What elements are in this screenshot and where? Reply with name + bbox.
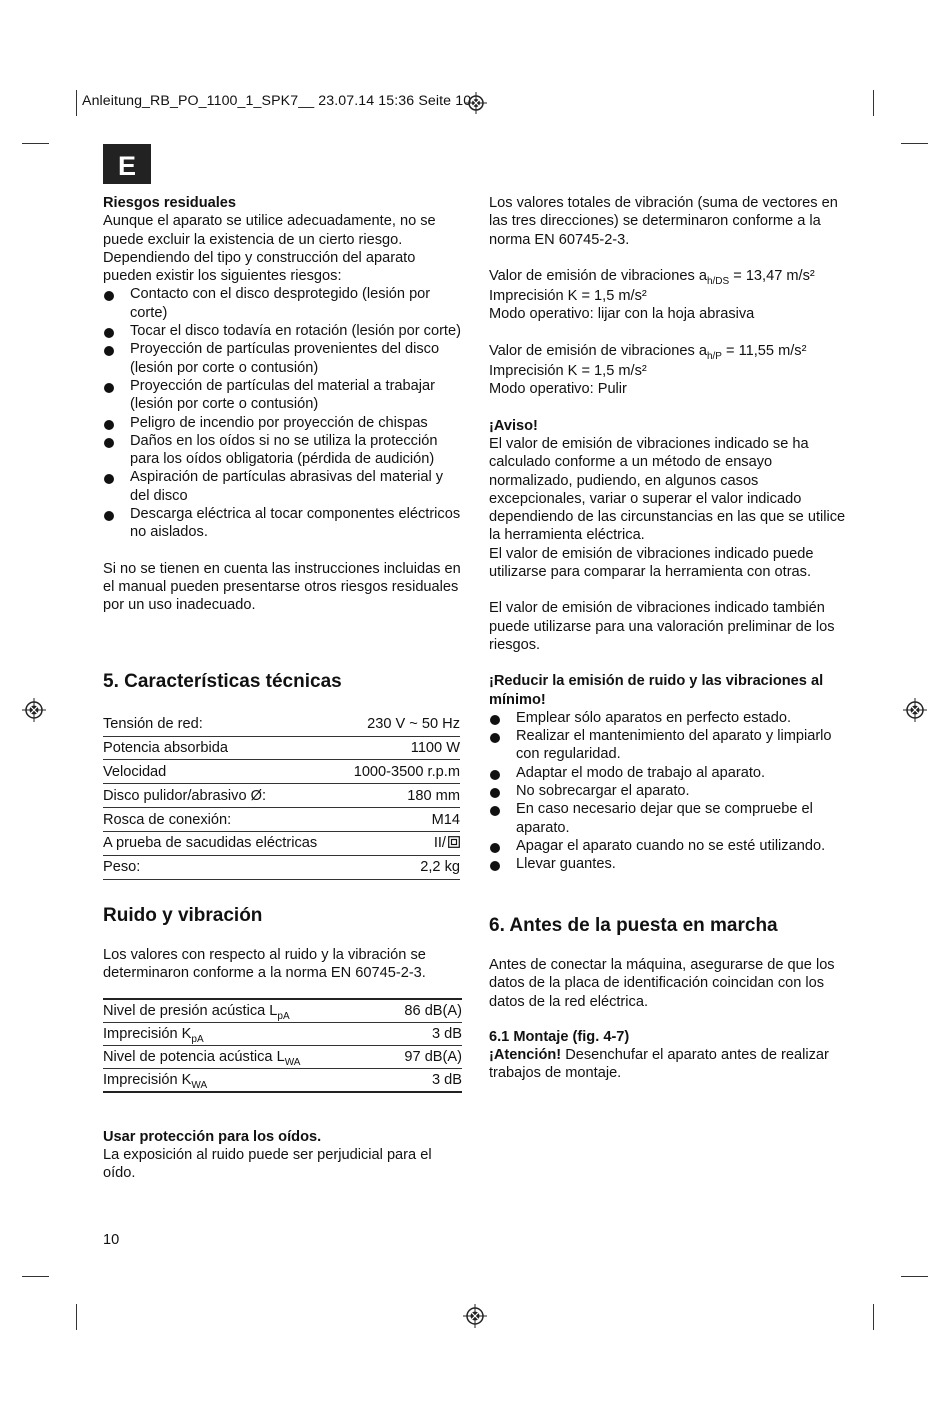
list-item: Adaptar el modo de trabajo al aparato. bbox=[489, 764, 849, 782]
crop-mark bbox=[901, 143, 928, 144]
vib1-pre: Valor de emisión de vibraciones a bbox=[489, 267, 707, 284]
crop-mark bbox=[22, 1276, 49, 1277]
noise-label bbox=[103, 1069, 207, 1091]
table-row bbox=[103, 810, 460, 833]
mounting-title: 6.1 Montaje (fig. 4-7) bbox=[489, 1029, 630, 1045]
noise-label-text: Nivel de potencia acústica L bbox=[103, 1049, 285, 1065]
vib2-pre: Valor de emisión de vibraciones a bbox=[489, 342, 707, 359]
page-number: 10 bbox=[103, 1232, 120, 1248]
vib2-sub: h/P bbox=[706, 350, 722, 362]
table-row bbox=[103, 1000, 462, 1023]
table-row bbox=[103, 833, 460, 856]
noise-value: 86 dB(A) bbox=[404, 1003, 462, 1019]
vib1-sub: h/DS bbox=[706, 275, 730, 287]
table-row bbox=[103, 762, 460, 785]
table-row bbox=[103, 1023, 462, 1046]
noise-label-sub: WA bbox=[191, 1079, 208, 1091]
language-tab: E bbox=[103, 144, 151, 184]
spec-label: Peso: bbox=[103, 859, 141, 876]
list-item: No sobrecargar el aparato. bbox=[489, 782, 849, 800]
noise-label-text: Imprecisión K bbox=[103, 1026, 192, 1042]
residual-risks-intro: Aunque el aparato se utilice adecuadamente, no se puede excluir la existencia de un cierto riesgo. Dependiendo del tipo y construcción del aparato pueden existir los siguientes riesgos: bbox=[103, 213, 436, 285]
left-column bbox=[103, 194, 463, 615]
spec-label: Tensión de red: bbox=[103, 716, 203, 732]
noise-label-sub: pA bbox=[191, 1033, 204, 1045]
list-item: Proyección de partículas del material a trabajar (lesión por corte o contusión) bbox=[103, 377, 463, 414]
list-item: Proyección de partículas provenientes del disco (lesión por corte o contusión) bbox=[103, 340, 463, 377]
noise-intro: Los valores con respecto al ruido y la vibración se determinaron conforme a la norma EN 60745-2-3. bbox=[103, 947, 426, 982]
vibration-value-1 bbox=[489, 267, 849, 285]
noise-heading: Ruido y vibración bbox=[103, 905, 263, 926]
vibration-value-2 bbox=[489, 342, 849, 360]
tech-specs-table bbox=[103, 714, 460, 881]
residual-risks-outro: Si no se tienen en cuenta las instrucciones incluidas en el manual pueden presentarse otros riesgos residuales por un uso inadecuado. bbox=[103, 560, 461, 614]
table-row bbox=[103, 1069, 462, 1093]
list-item: Tocar el disco todavía en rotación (lesión por corte) bbox=[103, 322, 463, 340]
vibration-k-2: Imprecisión K = 1,5 m/s² bbox=[489, 363, 647, 380]
table-row bbox=[103, 786, 460, 809]
vibration-mode-1: Modo operativo: lijar con la hoja abrasiva bbox=[489, 306, 755, 323]
spec-label: A prueba de sacudidas eléctricas bbox=[103, 835, 318, 852]
list-item: Apagar el aparato cuando no se esté utilizando. bbox=[489, 837, 849, 855]
vibration-intro: Los valores totales de vibración (suma de vectores en las tres direcciones) se determinaron conforme a la norma EN 60745-2-3. bbox=[489, 195, 838, 248]
residual-risks-title: Riesgos residuales bbox=[103, 195, 237, 211]
hearing-text: La exposición al ruido puede ser perjudicial para el oído. bbox=[103, 1147, 432, 1182]
registration-mark-icon bbox=[465, 92, 487, 114]
mounting-attention: ¡Atención! bbox=[489, 1047, 562, 1063]
before-start-heading: 6. Antes de la puesta en marcha bbox=[489, 915, 778, 936]
spec-value: 180 mm bbox=[407, 787, 460, 804]
list-item: Daños en los oídos si no se utiliza la protección para los oídos obligatoria (pérdida de audición) bbox=[103, 432, 463, 469]
registration-mark-icon bbox=[903, 698, 927, 722]
crop-mark bbox=[22, 143, 49, 144]
before-start-text: Antes de conectar la máquina, asegurarse de que los datos de la placa de identificación coincidan con los datos de la red eléctrica. bbox=[489, 957, 835, 1010]
spec-label: Velocidad bbox=[103, 763, 167, 780]
noise-table bbox=[103, 998, 462, 1093]
crop-mark bbox=[873, 90, 874, 116]
list-item: Realizar el mantenimiento del aparato y limpiarlo con regularidad. bbox=[489, 727, 849, 764]
list-item: En caso necesario dejar que se compruebe el aparato. bbox=[489, 800, 849, 837]
double-insulation-icon bbox=[448, 836, 460, 848]
vib2-post: = 11,55 m/s² bbox=[721, 342, 807, 359]
noise-value: 97 dB(A) bbox=[404, 1049, 462, 1065]
right-column bbox=[489, 194, 849, 874]
warning-title: ¡Aviso! bbox=[489, 417, 538, 434]
noise-value: 3 dB bbox=[431, 1072, 462, 1088]
spec-value: 2,2 kg bbox=[420, 859, 460, 876]
spec-label: Disco pulidor/abrasivo Ø: bbox=[103, 787, 267, 804]
list-item: Aspiración de partículas abrasivas del material y del disco bbox=[103, 468, 463, 505]
crop-mark bbox=[76, 90, 77, 116]
crop-mark bbox=[873, 1304, 874, 1330]
mounting-text bbox=[489, 1046, 849, 1083]
crop-mark bbox=[901, 1276, 928, 1277]
noise-label-sub: pA bbox=[277, 1010, 290, 1022]
noise-label-text: Imprecisión K bbox=[103, 1072, 192, 1088]
residual-risks-list bbox=[103, 285, 463, 541]
table-row bbox=[103, 738, 460, 761]
tech-specs-heading: 5. Características técnicas bbox=[103, 671, 342, 692]
noise-label-text: Nivel de presión acústica L bbox=[103, 1003, 278, 1019]
list-item: Llevar guantes. bbox=[489, 855, 849, 873]
list-item: Peligro de incendio por proyección de chispas bbox=[103, 414, 463, 432]
spec-value-group bbox=[434, 833, 460, 855]
spec-value: M14 bbox=[431, 811, 460, 828]
spec-value: 1000-3500 r.p.m bbox=[353, 763, 460, 780]
list-item: Contacto con el disco desprotegido (lesión por corte) bbox=[103, 285, 463, 322]
spec-value: 1100 W bbox=[410, 739, 460, 756]
spec-value: II/ bbox=[433, 835, 446, 852]
crop-mark bbox=[76, 1304, 77, 1330]
noise-label bbox=[103, 1000, 290, 1022]
warning-text: El valor de emisión de vibraciones indicado se ha calculado conforme a un método de ensayo normalizado, pudiendo, en algunos casos excepcionales, variar o superar el valor indicado dependiendo de las circunstancias en las que se utilice la herramienta eléctrica. bbox=[489, 435, 846, 544]
reduce-title: ¡Reducir la emisión de ruido y las vibraciones al mínimo! bbox=[489, 673, 824, 708]
vibration-mode-2: Modo operativo: Pulir bbox=[489, 381, 627, 398]
registration-mark-icon bbox=[22, 698, 46, 722]
vib1-post: = 13,47 m/s² bbox=[729, 267, 815, 284]
noise-label bbox=[103, 1046, 300, 1068]
spec-value: 230 V ~ 50 Hz bbox=[367, 716, 460, 732]
warning-text-2: El valor de emisión de vibraciones indicado puede utilizarse para comparar la herramienta con otras. bbox=[489, 545, 814, 581]
list-item: Descarga eléctrica al tocar componentes eléctricos no aislados. bbox=[103, 505, 463, 542]
table-row bbox=[103, 857, 460, 880]
warning-text-3: El valor de emisión de vibraciones indicado también puede utilizarse para una valoración preliminar de los riesgos. bbox=[489, 600, 835, 653]
vibration-k-1: Imprecisión K = 1,5 m/s² bbox=[489, 288, 647, 305]
mounting-body: Desenchufar el aparato antes de realizar trabajos de montaje. bbox=[489, 1047, 829, 1082]
noise-label bbox=[103, 1023, 204, 1045]
noise-value: 3 dB bbox=[431, 1026, 462, 1042]
table-row bbox=[103, 714, 460, 737]
spec-label: Potencia absorbida bbox=[103, 739, 228, 756]
spec-label: Rosca de conexión: bbox=[103, 811, 232, 828]
list-item: Emplear sólo aparatos en perfecto estado. bbox=[489, 709, 849, 727]
file-header: Anleitung_RB_PO_1100_1_SPK7__ 23.07.14 15:36 Seite 10 bbox=[82, 93, 472, 109]
hearing-title: Usar protección para los oídos. bbox=[103, 1129, 322, 1145]
noise-label-sub: WA bbox=[284, 1056, 301, 1068]
registration-mark-icon bbox=[463, 1304, 487, 1328]
table-row bbox=[103, 1046, 462, 1069]
reduce-list bbox=[489, 709, 849, 874]
